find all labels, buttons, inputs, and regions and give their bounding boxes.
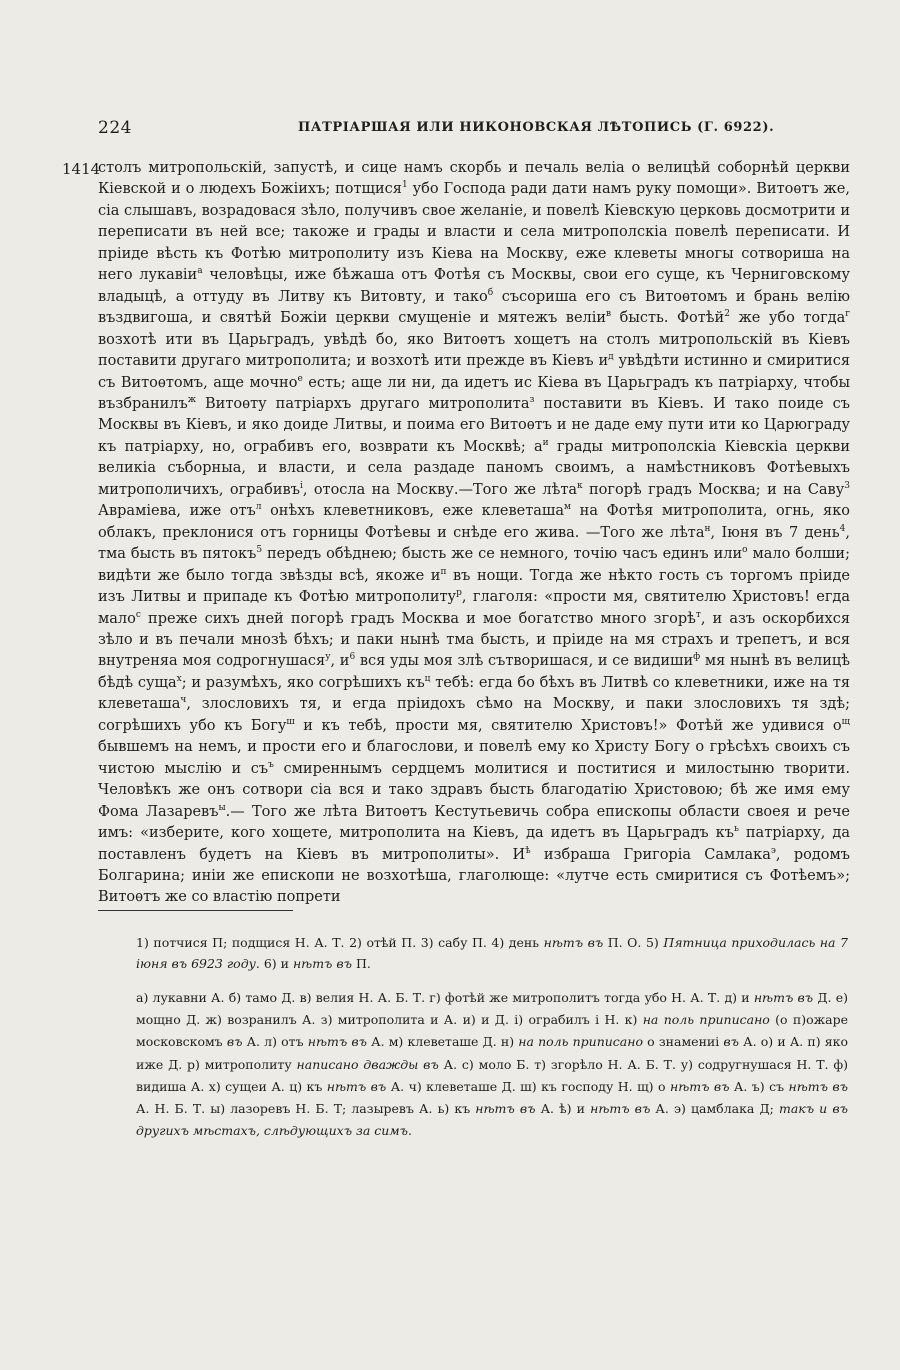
page-number: 224 [98,118,132,138]
variant-readings: а) лукавни А. б) тамо Д. в) велия Н. А. Б. Т. г) фотѣй же митрополитъ тогда убо Н. А. Т. д) и нѣтъ въ Д. е) мощно Д. ж) возранилъ А. з) митрополита и А. и) и Д. і) ограбилъ і Н. к) на поль приписано (о п)ожаре московскомъ въ А. л) отъ нѣтъ въ А. м) клеветаше Д. н) на поль приписано о знамениі въ А. о) и А. п) яко иже Д. р) митрополиту написано дважды въ А. с) моло Б. т) згорѣло Н. А. Б. Т. у) содругнушася Н. Т. ф) видиша А. х) сущеи А. ц) къ нѣтъ въ А. ч) клеветаше Д. ш) къ господу Н. щ) о нѣтъ въ А. ъ) съ нѣтъ въ А. Н. Б. Т. ы) лазоревъ Н. Б. Т; лазыревъ А. ь) къ нѣтъ въ А. ѣ) и нѣтъ въ А. э) цамблака Д; такъ и въ другихъ мѣстахъ, слѣдующихъ за симъ. [136,990,849,1139]
main-text: столъ митропольскій, запустѣ, и сице намъ скорбь и печаль веліа о велицѣй соборнѣй церкви Кіевской и о людехъ Божіихъ; потщися$^1$ убо Господа ради дати намъ руку помощи». Витоѳтъ же, сіа слышавъ, возрадовася зѣло, получивъ свое желаніе, и повелѣ Кіевскую церковь досмотрити и переписати въ ней все; такоже и грады и власти и села митрополскіа повелѣ переписати. И пріиде вѣсть къ Фотѣю митрополиту изъ Кіева на Москву, еже клеветы многы сотвориша на него лукавіи$^а$ человѣцы, иже бѣжаша отъ Фотѣя съ Москвы, свои его суще, къ Черниговскому владыцѣ, а оттуду въ Литву къ Витовту, и тако$^б$ съсориша его съ Витоѳтомъ и брань велію въздвигоша, и святѣй Божіи церкви смущеніе и мятежъ веліи$^в$ бысть. Фотѣй$^2$ же убо тогда$^г$ возхотѣ ити въ Царьградъ, увѣдѣ бо, яко Витоѳтъ хощетъ на столъ митропольскій въ Кіевъ поставити другаго митрополита; и возхотѣ ити прежде въ Кіевъ $и^д$ увѣдѣти истинно и смиритися съ Витоѳтомъ, аще мочно$^е$ есть; аще ли ни, да идетъ ис Кіева въ Царьградъ къ патріарху, чтобы възбранилъ$^ж$ Витоѳту патріархъ другаго митрополита$^з$ поставити въ Кіевъ. И тако поиде съ Москвы въ Кіевъ, и яко доиде Литвы, и поима его Витоѳтъ и не даде ему пути ити ко Царюграду къ патріарху, но, ограбивъ его, возврати къ Москвѣ; $а^и$ грады митрополскіа Кіевскіа церкви великіа съборныа, и власти, и села раздаде паномъ своимъ, а намѣстниковъ Фотѣевыхъ митрополичихъ, ограбивъ$^і$, отосла на Москву.—Того же лѣта$^к$ погорѣ градъ Москва; и на Саву$^3$ Авраміева, иже отъ$^л$ онѣхъ клеветниковъ, еже клеветаша$^м$ на Фотѣя митрополита, огнь, яко облакъ, преклонися отъ горницы Фотѣевы и снѣде его жива. —Того же лѣта$^н$, Іюня въ 7 день$^4$, тма бысть въ пятокъ$^5$ передъ обѣднею; бысть же се немного, точію часъ единъ или$^о$ мало болши; видѣти же было тогда звѣзды всѣ, якоже $и^п$ въ нощи. Тогда же нѣкто гость съ торгомъ пріиде изъ Литвы и припаде къ Фотѣю митрополиту$^р$, глаголя: «прости мя, святителю Христовъ! егда мало$^с$ преже сихъ дней погорѣ градъ Москва и мое богатство много згорѣ$^т$, и азъ оскорбихся зѣло и въ печали мнозѣ бѣхъ; и паки нынѣ тма бысть, и пріиде на мя страхъ и трепетъ, и вся внутреняа моя содрогнушася$^у$, $и^6$ вся уды моя злѣ сътворишася, и се видиши$^ф$ мя нынѣ въ велицѣ бѣдѣ суща$^х$; и разумѣхъ, яко согрѣшихъ $къ^ц$ тебѣ: егда бо бѣхъ въ Литвѣ со клеветники, иже на тя клеветаша$^ч$, злословихъ тя, и егда пріидохъ сѣмо на Москву, и паки злословихъ тя здѣ; согрѣшихъ убо къ Богу$^ш$ и къ тебѣ, прости мя, святителю Христовъ!» Фотѣй же удивися $о^щ$ бывшемъ на немъ, и прости его и благослови, и повелѣ ему ко Христу Богу о грѣсѣхъ своихъ съ чистою мыслію и $съ^ъ$ смиреннымъ сердцемъ молитися и поститися и милостыню творити. Человѣкъ же онъ сотвори сіа вся и тако здравъ бысть благодатію Христовою; бѣ же имя ему Фома Лазаревъ$^ы$.— Того же лѣта Витоѳтъ Кестутьевичь собра епископы области своея и рече имъ: «изберите, кого хощете, митрополита на Кіевъ, да идетъ въ Царьградъ $къ^ь$ патріарху, да поставленъ будетъ на Кіевъ въ митрополиты». $И^ѣ$ избраша Григоріа Самлака$^э$, родомъ Болгарина; иніи же епископи не возхотѣша, глаголюще: «лутче есть смиритися съ Фотѣемъ»; Витоѳтъ же со властію попрети [98,160,851,906]
footnote-rule [98,910,293,911]
running-title: ПАТРІАРШАЯ ИЛИ НИКОНОВСКАЯ ЛѢТОПИСЬ (Г. 6922). [298,120,775,135]
page-header [0,118,900,142]
numbered-footnotes: 1) потчися П; подщися Н. А. Т. 2) отѣй П. 3) сабу П. 4) день нѣтъ въ П. О. 5) Пятница приходилась на 7 іюня въ 6923 году. 6) и нѣтъ въ П. [136,935,848,972]
margin-year: 1414 [62,160,101,178]
